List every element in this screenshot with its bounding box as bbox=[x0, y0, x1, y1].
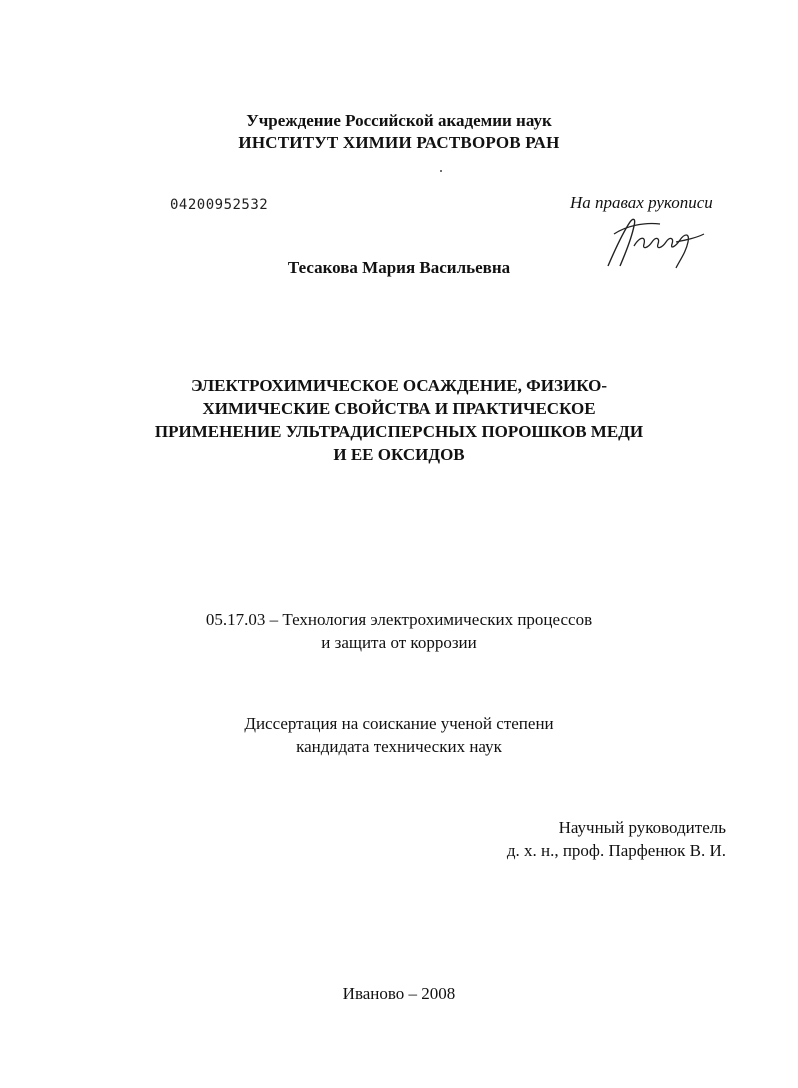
city-year: Иваново – 2008 bbox=[342, 984, 456, 1003]
specialty-line: и защита от коррозии bbox=[321, 633, 477, 652]
institution-line2: ИНСТИТУТ ХИМИИ РАСТВОРОВ РАН bbox=[238, 133, 560, 152]
institution-line1: Учреждение Российской академии наук bbox=[246, 111, 552, 130]
manuscript-rights: На правах рукописи bbox=[570, 193, 713, 212]
title-line: И ЕЕ ОКСИДОВ bbox=[333, 445, 465, 464]
scientific-advisor bbox=[507, 816, 726, 862]
title-line: ПРИМЕНЕНИЕ УЛЬТРАДИСПЕРСНЫХ ПОРОШКОВ МЕДИ bbox=[154, 422, 644, 441]
degree-line: Диссертация на соискание ученой степени bbox=[244, 714, 554, 733]
advisor-line: д. х. н., проф. Парфенюк В. И. bbox=[506, 841, 726, 860]
author-name: Тесакова Мария Васильевна bbox=[287, 258, 511, 277]
advisor-line: Научный руководитель bbox=[558, 818, 726, 837]
title-line: ЭЛЕКТРОХИМИЧЕСКОЕ ОСАЖДЕНИЕ, ФИЗИКО- bbox=[191, 376, 607, 395]
degree-statement bbox=[0, 712, 798, 758]
registration-code: 04200952532 bbox=[170, 197, 269, 213]
degree-line: кандидата технических наук bbox=[296, 737, 502, 756]
title-line: ХИМИЧЕСКИЕ СВОЙСТВА И ПРАКТИЧЕСКОЕ bbox=[202, 399, 596, 418]
specialty-line: 05.17.03 – Технология электрохимических процессов bbox=[205, 610, 593, 629]
specialty bbox=[0, 608, 798, 654]
scan-speck bbox=[440, 170, 442, 172]
dissertation-title bbox=[0, 374, 798, 466]
